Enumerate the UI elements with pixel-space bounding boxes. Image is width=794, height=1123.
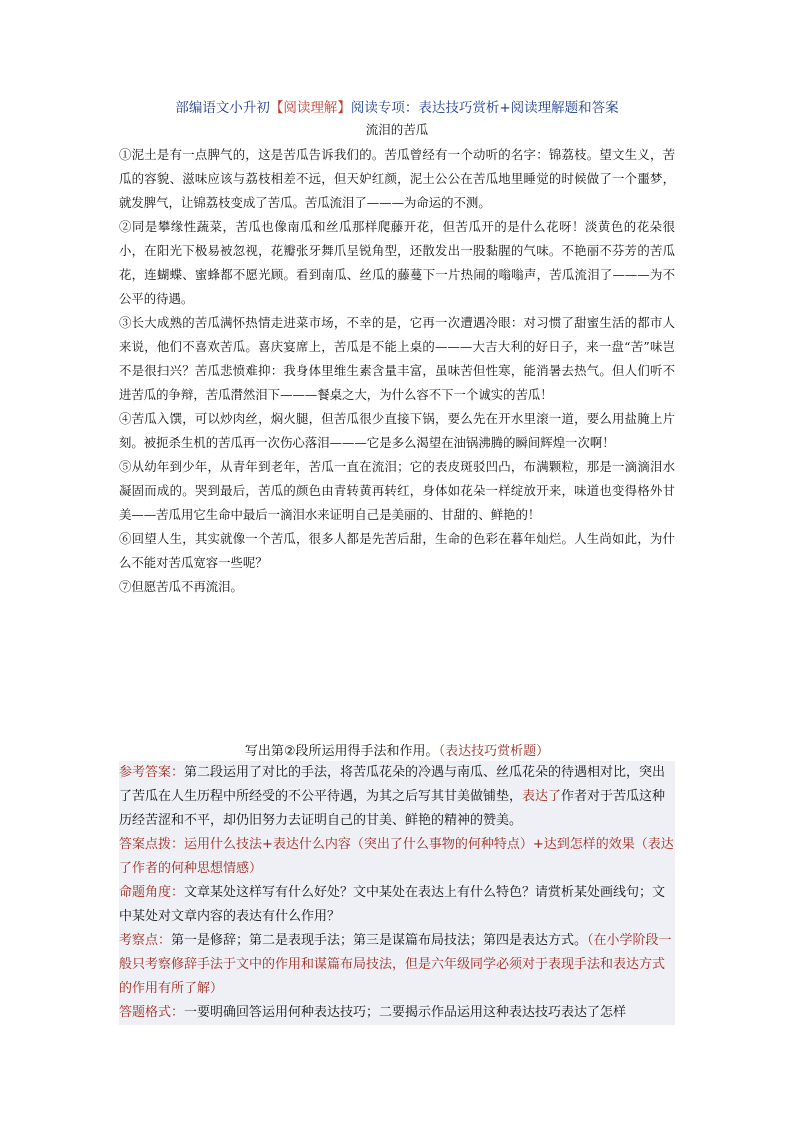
reference-answer-text-b: 表达了 [522,789,562,804]
reference-answer-text-c: 作者对于苦瓜这种历经苦涩和不平，却仍旧努力去证明自己的甘美、鲜艳的精神的赞美。 [119,789,666,828]
paragraph-1: ①泥土是有一点脾气的，这是苦瓜告诉我们的。苦瓜曾经有一个动听的名字：锦荔枝。望文生义，苦瓜的容貌、滋味应该与荔枝相差不远，但天妒红颜，泥土公公在苦瓜地里睡觉的时候做了一个噩梦，就发脾气，让锦荔枝变成了苦瓜。苦瓜流泪了———为命运的不测。 [119,147,675,210]
question-angle-label: 命题角度： [119,885,185,900]
article-body [119,143,675,599]
answer-format-text: 一要明确回答运用何种表达技巧；二要揭示作品运用这种表达技巧表达了怎样 [184,1005,627,1020]
paragraph-3: ③长大成熟的苦瓜满怀热情走进菜市场，不幸的是，它再一次遭遇冷眼：对习惯了甜蜜生活的都市人来说，他们不喜欢苦瓜。喜庆宴席上，苦瓜是不能上桌的———大吉大利的好日子，来一盘“苦”味岂不是很扫兴？苦瓜悲愤难抑：我身体里维生素含量丰富，虽味苦但性寒，能消暑去热气。但人们听不进苦瓜的争辩，苦瓜潸然泪下———餐桌之大，为什么容不下一个诚实的苦瓜！ [119,315,675,402]
paragraph-2: ②同是攀缘性蔬菜，苦瓜也像南瓜和丝瓜那样爬藤开花，但苦瓜开的是什么花呀！淡黄色的花朵很小，在阳光下极易被忽视，花瓣张牙舞爪呈锐角型，还散发出一股黏腥的气味。不艳丽不芬芳的苦瓜花，连蝴蝶、蜜蜂都不愿光顾。看到南瓜、丝瓜的藤蔓下一片热闹的嗡嗡声，苦瓜流泪了———为不公平的待遇。 [119,219,675,306]
question-tag: （表达技巧赏析题） [438,744,550,759]
question-text: 写出第②段所运用得手法和作用。 [244,744,439,759]
paragraph-4: ④苦瓜入馔，可以炒肉丝，焖火腿，但苦瓜很少直接下锅，要么先在开水里滚一道，要么用盐腌上片刻。被扼杀生机的苦瓜再一次伤心落泪———它是多么渴望在油锅沸腾的瞬间辉煌一次啊！ [119,411,675,450]
answer-section [119,761,675,1025]
question-heading [0,740,794,759]
title-highlight: 【阅读理解】 [269,100,351,116]
reference-answer-label: 参考答案： [119,765,185,780]
answer-tip [119,833,675,881]
exam-point-label: 考察点： [119,933,172,948]
title-prefix: 部编语文小升初 [175,100,270,116]
answer-tip-text: 运用什么技法+表达什么内容（突出了什么事物的何种特点）+达到怎样的效果（表达了作者的何种思想情感） [119,837,674,876]
question-angle-text: 文章某处这样写有什么好处？文中某处在表达上有什么特色？请赏析某处画线句；文中某处对文章内容的表达有什么作用？ [119,885,666,924]
question-angle [119,881,675,929]
exam-point-text-a: 第一是修辞；第二是表现手法；第三是谋篇布局技法；第四是表达方式。 [171,933,588,948]
answer-tip-label: 答案点拨： [119,837,185,852]
paragraph-6: ⑥回望人生，其实就像一个苦瓜，很多人都是先苦后甜，生命的色彩在暮年灿烂。人生尚如此，为什么不能对苦瓜宽容一些呢？ [119,531,675,570]
document-title [0,96,794,116]
reference-answer-text-a: 第二段运用了对比的手法，将苦瓜花朵的冷遇与南瓜、丝瓜花朵的待遇相对比，突出了苦瓜在人生历程中所经受的不公平待遇，为其之后写其甘美做铺垫， [119,765,666,804]
answer-format [119,1001,675,1025]
paragraph-5: ⑤从幼年到少年，从青年到老年，苦瓜一直在流泪；它的表皮斑驳凹凸，布满颗粒，那是一滴滴泪水凝固而成的。哭到最后，苦瓜的颜色由青转黄再转红，身体如花朵一样绽放开来，味道也变得格外甘美——苦瓜用它生命中最后一滴泪水来证明自己是美丽的、甘甜的、鲜艳的！ [119,459,675,522]
paragraph-7: ⑦但愿苦瓜不再流泪。 [119,579,243,594]
answer-format-label: 答题格式： [119,1005,185,1020]
exam-point [119,929,675,1001]
reference-answer [119,761,675,833]
article-title: 流泪的苦瓜 [365,122,429,137]
exam-point-text-b: （在小学阶段一般只考察修辞手法于文中的作用和谋篇布局技法，但是六年级同学必须对于表现手法和表达方式的作用有所了解） [119,933,672,996]
title-suffix: 阅读专项：表达技巧赏析+阅读理解题和答案 [350,100,619,116]
